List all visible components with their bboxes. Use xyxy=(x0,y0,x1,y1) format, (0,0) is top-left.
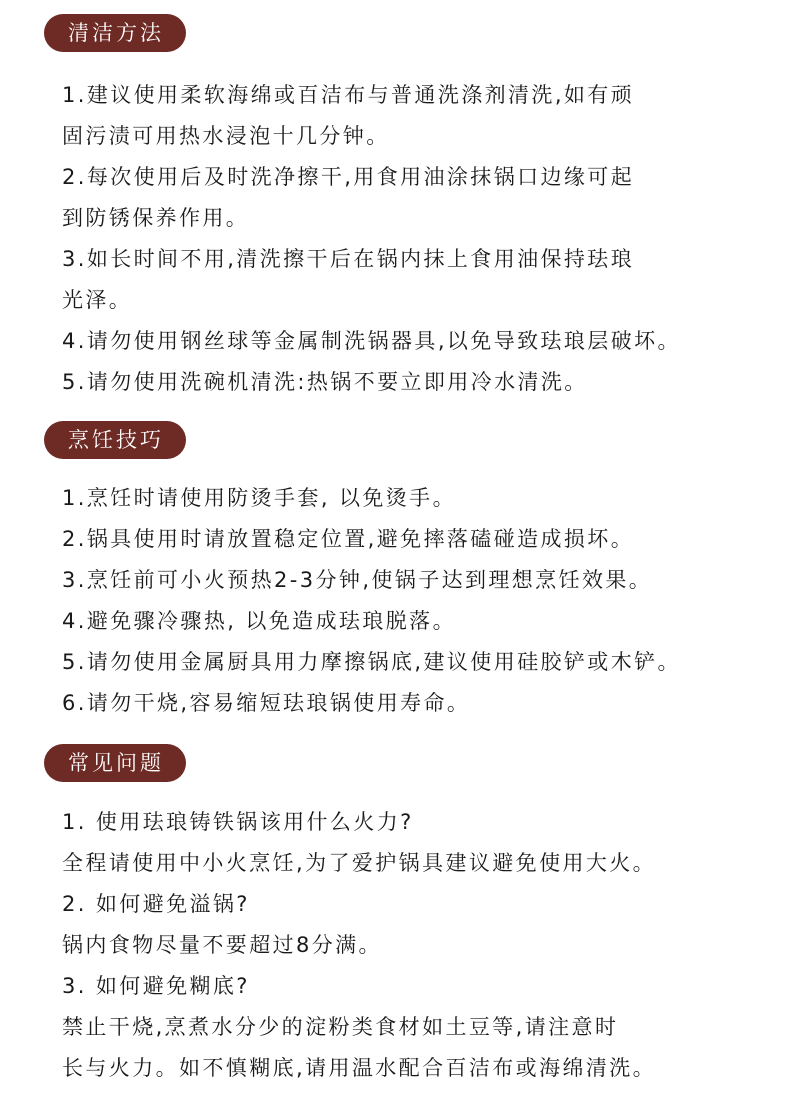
text-line: 3. 如何避免糊底? xyxy=(62,974,250,998)
text-line: 1.建议使用柔软海绵或百洁布与普通洗涤剂清洗,如有顽 xyxy=(62,83,635,107)
text-line: 3.如长时间不用,清洗擦干后在锅内抹上食用油保持珐琅 xyxy=(62,247,635,271)
text-line: 锅内食物尽量不要超过8分满。 xyxy=(62,933,382,957)
text-line: 2. 如何避免溢锅? xyxy=(62,892,250,916)
text-line: 光泽。 xyxy=(62,288,133,312)
text-line: 长与火力。如不慎糊底,请用温水配合百洁布或海绵清洗。 xyxy=(62,1056,657,1080)
section-body xyxy=(62,802,767,1089)
text-line: 4.避免骤冷骤热, 以免造成珐琅脱落。 xyxy=(62,609,456,633)
text-line: 全程请使用中小火烹饪,为了爱护锅具建议避免使用大火。 xyxy=(62,851,657,875)
text-line: 1.烹饪时请使用防烫手套, 以免烫手。 xyxy=(62,486,456,510)
text-line: 4.请勿使用钢丝球等金属制洗锅器具,以免导致珐琅层破坏。 xyxy=(62,329,681,353)
section-title-badge: 常见问题 xyxy=(44,744,186,782)
text-line: 5.请勿使用金属厨具用力摩擦锅底,建议使用硅胶铲或木铲。 xyxy=(62,650,681,674)
text-line: 6.请勿干烧,容易缩短珐琅锅使用寿命。 xyxy=(62,691,471,715)
text-line: 到防锈保养作用。 xyxy=(62,206,250,230)
section-title-badge: 清洁方法 xyxy=(44,14,186,52)
text-line: 3.烹饪前可小火预热2-3分钟,使锅子达到理想烹饪效果。 xyxy=(62,568,653,592)
text-line: 2.每次使用后及时洗净擦干,用食用油涂抹锅口边缘可起 xyxy=(62,165,635,189)
text-line: 2.锅具使用时请放置稳定位置,避免摔落磕碰造成损坏。 xyxy=(62,527,635,551)
section-body xyxy=(62,478,767,724)
text-line: 1. 使用珐琅铸铁锅该用什么火力? xyxy=(62,810,414,834)
section-body xyxy=(62,75,767,403)
text-line: 固污渍可用热水浸泡十几分钟。 xyxy=(62,124,390,148)
text-line: 禁止干烧,烹煮水分少的淀粉类食材如土豆等,请注意时 xyxy=(62,1015,619,1039)
text-line: 5.请勿使用洗碗机清洗:热锅不要立即用冷水清洗。 xyxy=(62,370,588,394)
section-title-badge: 烹饪技巧 xyxy=(44,421,186,459)
